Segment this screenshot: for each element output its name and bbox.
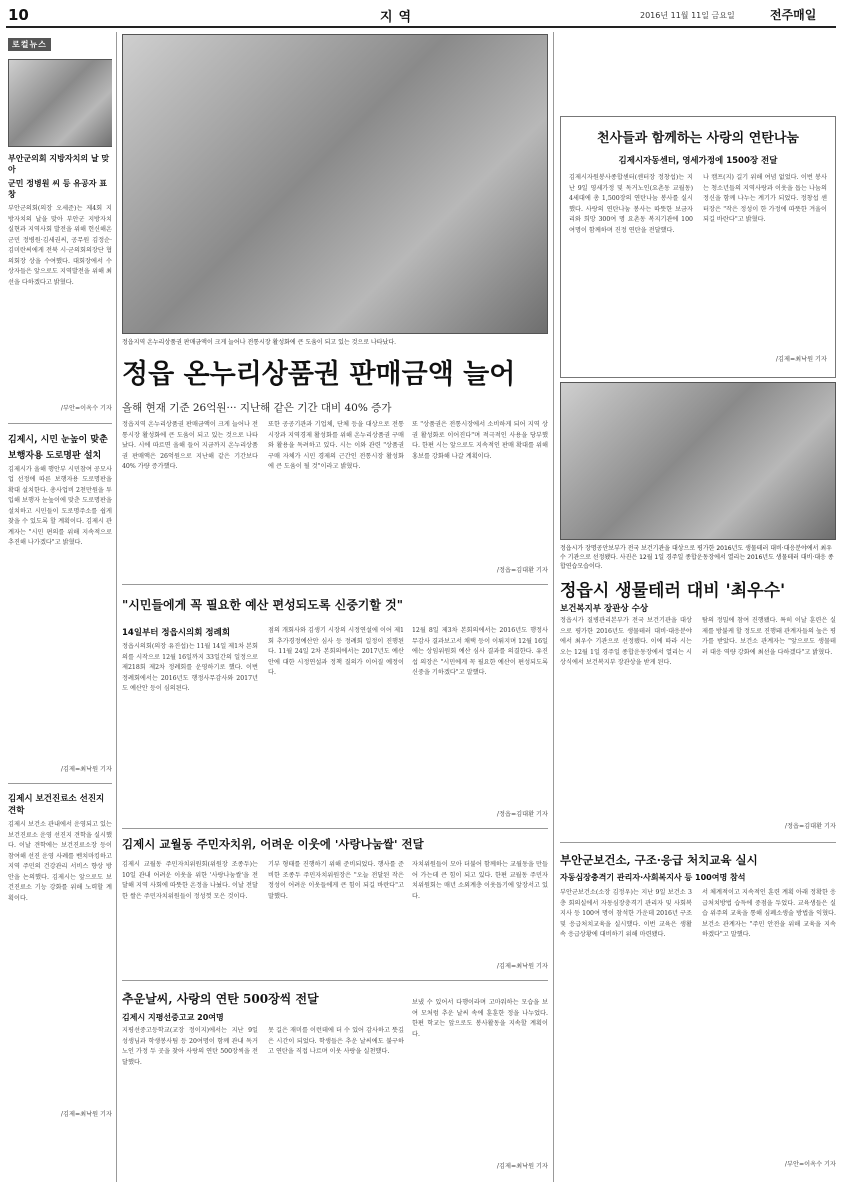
bioterror-col1: 정읍시가 질병관리본부가 전국 보건기관을 대상으로 평가한 2016년도 생물테러 대비·대응분야에서 최우수 기관으로 선정됐다. 이에 따라 시는 오는 12월 1일 경주일 종합운동장에서 열리는 시상식에서 보건복지부 장관상을 받게 된다.	[560, 617, 692, 666]
kyowol-byline: /김제=최낙원 기자	[496, 963, 548, 970]
cpr-byline: /부안=이옥수 기자	[784, 1161, 836, 1168]
bioterror-byline: /정읍=김대환 기자	[784, 823, 836, 830]
council-col1: 정읍시의회(의장 유진섭)는 11월 14일 제1차 본회의를 시작으로 12월 16일까지 33일간의 일정으로 제218회 제2차 정례회를 운영하기로 했다. 이번 정례회에서는 2016년도 행정사무감사와 2017년도 예산안 등이 심의된다.	[122, 643, 258, 692]
market-photo-caption: 정읍지역 온누리상품권 판매금액이 크게 늘어나 전통시장 활성화에 큰 도움이 되고 있는 것으로 나타났다.	[122, 339, 397, 346]
story3-body: 김제시 보건소 관내에서 운영되고 있는 보건진료소 운영 선진지 견학을 실시했다. 이날 견학에는 보건진료소장 등이 참여해 선진 운영 사례를 벤치마킹하고 지역 주민의 건강관리 서비스 향상 방안을 논의했다. 김제시는 앞으로도 보건진료소 기능 강화를 위해 노력할 계획이다.	[8, 821, 112, 902]
story3-byline: /김제=최낙원 기자	[60, 1111, 112, 1118]
kyowol-col1: 김제시 교월동 주민자치위원회(위원장 조종두)는 10일 관내 어려운 이웃을 위한 '사랑나눔쌀'을 전달해 지역 사회에 따뜻한 온정을 나눴다. 이날 전달한 쌀은 주민자치위원들이 정성껏 모은 것이다.	[122, 861, 258, 900]
school-col1: 지평선중고등학교(교장 정이지)에서는 지난 9일 성생님과 학생봉사팀 등 20여명이 함께 관내 독거노인 가정 두 곳을 찾아 사랑의 연탄 500장씩을 전달했다.	[122, 1027, 258, 1066]
main-headline: 정읍 온누리상품권 판매금액 늘어	[122, 359, 516, 390]
briquette-col2: 나 캠프(지) 길기 위해 여념 없었다. 이번 봉사는 청소년들의 지역사랑과 이웃을 돕는 나눔의 정신을 함께 나누는 계기가 되었다. 정창섭 센터장은 "작은 정성이 한 가정에 따뜻한 겨울이 되길 바란다"고 밝혔다.	[703, 174, 827, 223]
page-number: 10	[8, 6, 29, 24]
story2-body: 김제시가 올해 행안부 시민참여 공모사업 선정에 따른 보행자용 도로명판을 확대 설치한다. 총사업비 2천만원을 투입해 보행자 눈높이에 맞춘 도로명판을 설치하고 시민들이 도로명주소를 쉽게 찾을 수 있도록 할 계획이다. 김제시 관계자는 "시민 편의를 위해 지속적으로 추진해 나가겠다"고 밝혔다.	[8, 465, 112, 546]
column-rule	[553, 32, 554, 1182]
main-col3: 또 "상품권은 전통시장에서 소비하게 되어 지역 상권 활성화로 이어진다"며 적극적인 사용을 당부했다. 한편 시는 앞으로도 지속적인 판매 확대를 위해 홍보를 강화해 나갈 계획이다.	[412, 421, 548, 460]
market-photo	[122, 34, 548, 334]
bioterror-headline: 정읍시 생물테러 대비 '최우수'	[560, 581, 786, 601]
bioterror-subheadline: 보건복지부 장관상 수상	[560, 604, 649, 614]
story2-title: 김제시, 시민 눈높이 맞춘	[8, 434, 108, 445]
bioterror-col2: 탐의 정밀에 참여 진행됐다. 특히 이날 훈련은 실제를 방불케 할 정도로 진행돼 관계자들의 높은 평가를 받았다. 보건소 관계자는 "앞으로도 생물테러 대응 역량 강화에 최선을 다하겠다"고 밝혔다.	[702, 617, 836, 656]
kyowol-col2: 기부 형태를 진행하기 위해 준비되었다. 행사를 준비한 조종두 주민자치위원장은 "오늘 전달된 작은 정성이 어려운 이웃들에게 큰 힘이 되길 바란다"고 말했다.	[268, 861, 404, 900]
briquette-col1: 김제시자원봉사종합센터(센터장 정창섭)는 지난 9일 영세가정 및 독거노인(요촌동 교월동) 4세대에 총 1,500장의 연탄나눔 봉사를 실시했다. 사랑의 연탄나눔 봉사는 따뜻한 보금자리와 희망 300여 명 요촌동 복지기관에 100여명이 함께하며 진정 연탄을 전달했다.	[569, 174, 693, 234]
section-title: 지역	[380, 10, 418, 25]
council-byline: /정읍=김대환 기자	[496, 811, 548, 818]
issue-date: 2016년 11월 11일 금요일	[640, 11, 735, 20]
bioterror-photo	[560, 382, 836, 540]
column-rule	[116, 32, 117, 1182]
cpr-subheadline: 자동심장충격기 관리자·사회복지사 등 100여명 참석	[560, 873, 746, 882]
cpr-col2: 서 체계적이고 지속적인 훈련 계획 아래 정확한 응급처치방법 습득에 중점을 두었다. 교육생들은 실습 위주의 교육을 통해 심폐소생술 방법을 익혔다. 보건소 관계자는 "주민 안전을 위해 교육을 지속하겠다"고 말했다.	[702, 889, 836, 938]
main-subheadline: 올해 현재 기준 26억원··· 지난해 같은 기간 대비 40% 증가	[122, 402, 392, 414]
story1-body: 부안군의회(의장 오세준)는 제4회 지방자치의 날을 맞아 부안군 지방자치 실현과 지역사회 발전을 위해 헌신해온 군민 정병원·김세권씨, 공무원 김정순·김미란씨에게 전북 시·군의회의장단 협의회장 상을 수여했다. 대회장에서 수상자들은 앞으로도 지역발전을 위해 최선을 다하겠다고 밝혔다.	[8, 205, 112, 286]
publisher-name: 전주매일	[770, 8, 817, 22]
kyowol-col3: 자치위원들이 모아 더불어 함께하는 교월동을 만들어 가는데 큰 힘이 되고 있다. 한편 교월동 주민자치위원회는 매년 소외계층 이웃돕기에 앞장서고 있다.	[412, 861, 548, 900]
council-subheadline: 14일부터 정읍시의회 정례회	[122, 628, 231, 638]
award-photo	[8, 59, 112, 147]
header-rule	[6, 26, 836, 28]
main-col1: 정읍지역 온누리상품권 판매금액이 크게 늘어나 전통시장 활성화에 큰 도움이 되고 있는 것으로 나타났다. 시에 따르면 올해 들어 지금까지 온누리상품권 판매액은 26억원으로 지난해 같은 기간보다 40% 가량 증가했다.	[122, 421, 258, 470]
briquette-story-box	[560, 116, 836, 378]
story1-byline: /부안=이옥수 기자	[60, 405, 112, 412]
story2-byline: /김제=최낙원 기자	[60, 765, 112, 773]
horizontal-divider	[122, 828, 548, 829]
horizontal-divider	[560, 842, 836, 843]
school-subheadline: 김제시 지평선중고교 20여명	[122, 1013, 224, 1022]
school-col3: 보냈 수 있어서 다행이라며 고마워하는 모습을 보여 모처럼 추운 날씨 속에 훈훈한 정을 나누었다. 한편 학교는 앞으로도 봉사활동을 지속할 계획이다.	[412, 999, 548, 1038]
sidebar	[8, 32, 112, 1182]
briquette-subheadline: 김제시자동센터, 영세가정에 1500장 전달	[618, 156, 778, 166]
briquette-headline: 천사들과 함께하는 사랑의 연탄나눔	[597, 131, 799, 146]
sidebar-divider	[8, 423, 112, 424]
school-headline: 추운날씨, 사랑의 연탄 500장씩 전달	[122, 992, 319, 1006]
story3-title: 김제시 보건진료소 선진지 견학	[8, 794, 105, 816]
cpr-headline: 부안군보건소, 구조·응급 처치교육 실시	[560, 853, 758, 867]
council-col2: 점의 개회사와 김생기 시장의 시정연설에 이어 제1회 추가경정예산안 심사 등 정례회 일정이 진행된다. 11월 24일 2차 본회의에서는 2017년도 예산안에 대한 시정연설과 정책 질의가 이어질 예정이다.	[268, 627, 404, 676]
story1-title: 부안군의회 지방자치의 날 맞아	[8, 154, 110, 174]
school-byline: /김제=최낙원 기자	[496, 1163, 548, 1170]
horizontal-divider	[122, 584, 548, 585]
kyowol-headline: 김제시 교월동 주민자치위, 어려운 이웃에 '사랑나눔쌀' 전달	[122, 837, 424, 851]
story2-subtitle: 보행자용 도로명판 설치	[8, 450, 102, 461]
horizontal-divider	[122, 980, 548, 981]
council-col3: 12월 8일 제3차 본회의에서는 2016년도 행정사무감사 결과보고서 채택 등이 이뤄지며 12월 16일에는 상임위원회 예산 심사 결과를 의결한다. 유진섭 의장은 "시민에게 꼭 필요한 예산이 편성되도록 신중을 기하겠다"고 말했다.	[412, 627, 548, 676]
story1-subtitle: 군민 정병원 씨 등 유공자 표창	[8, 179, 107, 199]
local-news-badge: 로컬뉴스	[8, 38, 51, 51]
council-headline: "시민들에게 꼭 필요한 예산 편성되도록 신중기할 것"	[122, 598, 404, 612]
school-col2: 못 길은 재미를 이런데에 더 수 있어 감사하고 뜻깊은 시간이 되었다. 학생들은 추운 날씨에도 불구하고 연탄을 직접 나르며 이웃 사랑을 실천했다.	[268, 1027, 404, 1055]
main-byline: /정읍=김대환 기자	[496, 567, 548, 574]
main-col2: 또한 공공기관과 기업체, 단체 등을 대상으로 전통시장과 지역경제 활성화를 위해 온누리상품권 구매와 활용을 독려하고 있다. 시는 이와 관련 "상품권 구매 자체가 시민 경제의 근간인 전통시장 활성화에 큰 도움이 될 것"이라고 밝혔다.	[268, 421, 404, 470]
briquette-byline: /김제=최낙원 기자	[775, 356, 827, 363]
sidebar-divider	[8, 783, 112, 784]
bioterror-photo-caption: 정읍시가 장명공안보부가 전국 보건기관을 대상으로 평가한 2016년도 생물테러 대비·대응분야에서 최우수 기관으로 선정됐다. 사진은 12월 1일 경주일 종합운동장에서 열리는 2016년도 생물테러 대비·대응 종합연습모습이다.	[560, 545, 834, 570]
cpr-col1: 부안군보건소(소장 김정우)는 지난 9일 보건소 3층 회의실에서 자동심장충격기 관리자 및 사회복지사 등 100여 명이 참석한 가운데 2016년 구조 및 응급처치교육을 실시했다. 이번 교육은 생활 속 응급상황에 대비하기 위해 마련됐다.	[560, 889, 692, 938]
